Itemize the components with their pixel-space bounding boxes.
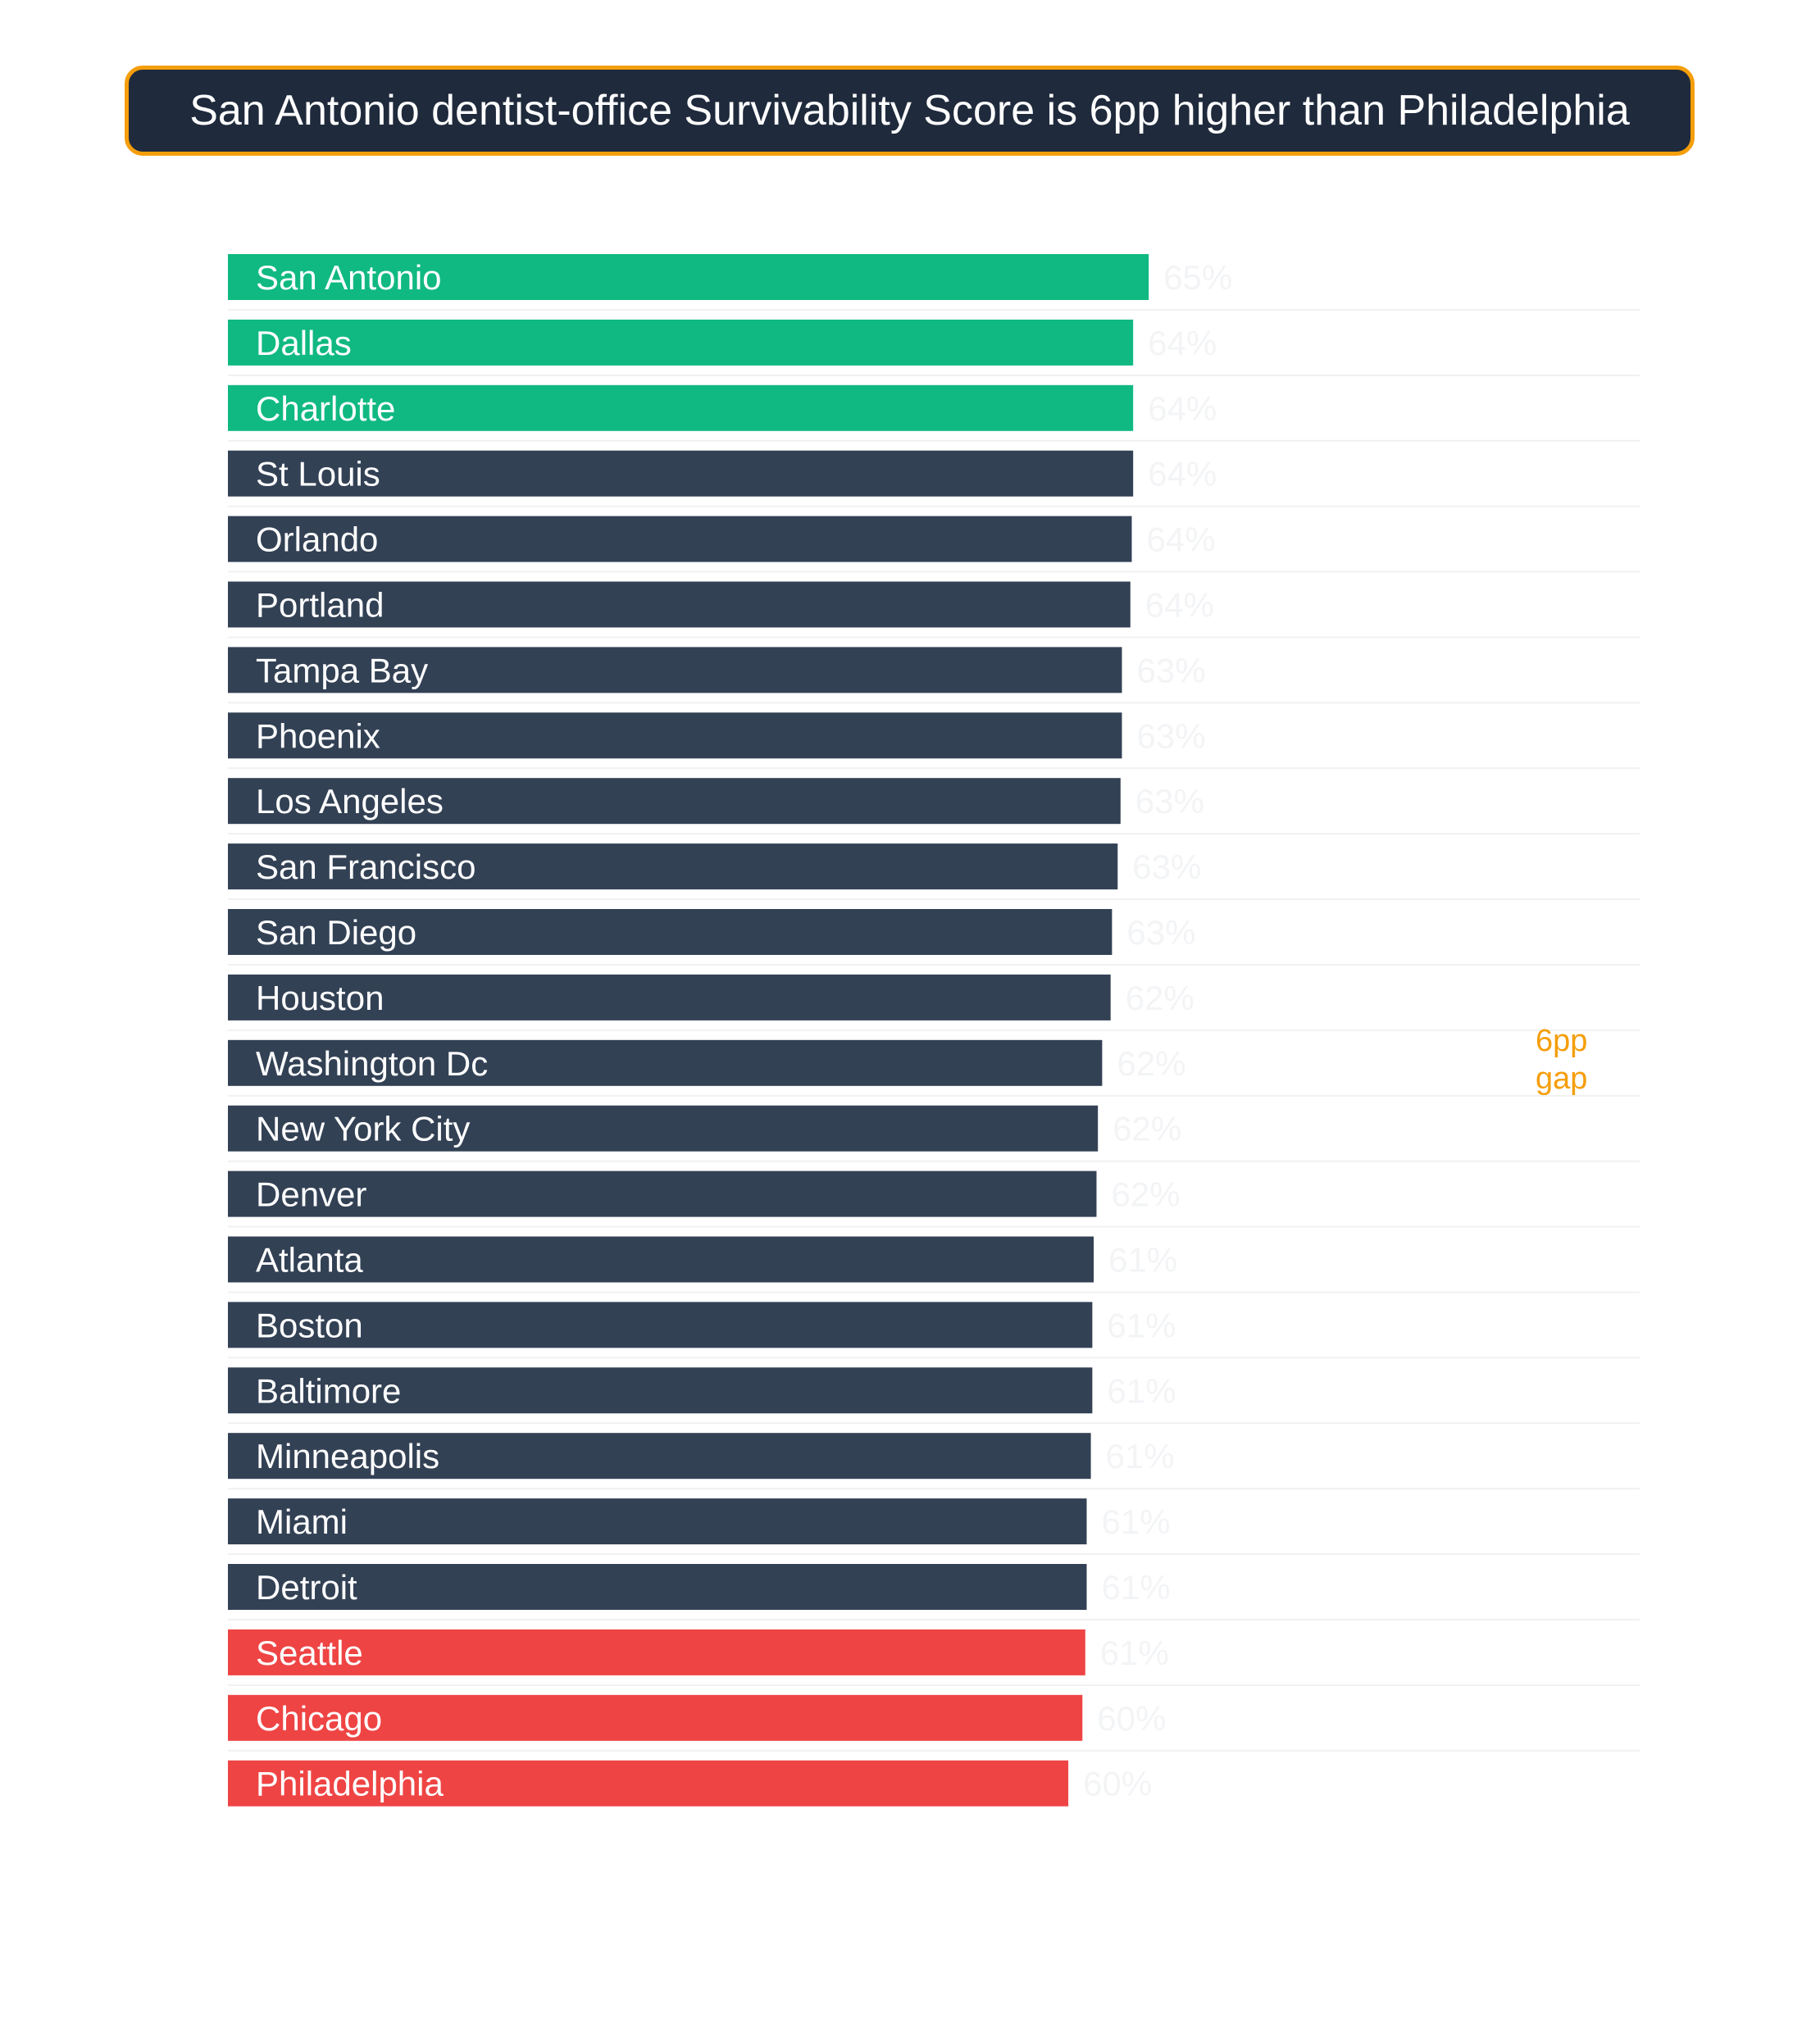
gap-annotation-line1: 6pp bbox=[1536, 1024, 1588, 1058]
value-label: 64% bbox=[1148, 389, 1217, 428]
value-label: 61% bbox=[1105, 1437, 1175, 1476]
value-label: 63% bbox=[1135, 782, 1204, 821]
value-label: 61% bbox=[1099, 1633, 1169, 1672]
bar-label: Chicago bbox=[256, 1698, 383, 1738]
value-label: 64% bbox=[1148, 454, 1217, 493]
value-label: 64% bbox=[1146, 520, 1216, 559]
bar-label: Atlanta bbox=[256, 1240, 363, 1280]
bar-label: San Antonio bbox=[256, 258, 442, 297]
value-label: 63% bbox=[1136, 651, 1206, 690]
value-label: 62% bbox=[1117, 1043, 1186, 1083]
gap-annotation-line2: gap bbox=[1536, 1061, 1588, 1096]
value-label: 61% bbox=[1101, 1568, 1171, 1607]
value-label: 62% bbox=[1111, 1175, 1181, 1214]
value-label: 60% bbox=[1083, 1764, 1153, 1803]
bar-label: Minneapolis bbox=[256, 1437, 440, 1476]
value-label: 64% bbox=[1144, 585, 1214, 625]
bar bbox=[228, 1498, 1087, 1544]
bar-label: Phoenix bbox=[256, 716, 380, 756]
value-label: 64% bbox=[1148, 323, 1217, 362]
chart-title: San Antonio dentist-office Survivability Score is 6pp higher than Philadelphia bbox=[189, 87, 1630, 134]
bar-label: Detroit bbox=[256, 1568, 357, 1607]
value-label: 63% bbox=[1126, 913, 1196, 952]
bar-label: Seattle bbox=[256, 1633, 363, 1672]
bar-label: Tampa Bay bbox=[256, 651, 429, 690]
bar-label: St Louis bbox=[256, 454, 380, 493]
bar-label: Baltimore bbox=[256, 1371, 402, 1411]
bar bbox=[228, 320, 1133, 366]
bar-label: San Diego bbox=[256, 913, 417, 952]
bar-label: Miami bbox=[256, 1502, 348, 1542]
value-label: 61% bbox=[1101, 1502, 1171, 1542]
value-label: 60% bbox=[1097, 1698, 1167, 1738]
bar-label: Houston bbox=[256, 978, 384, 1017]
value-label: 65% bbox=[1163, 258, 1233, 297]
bar-label: Boston bbox=[256, 1306, 363, 1345]
bar-label: Washington Dc bbox=[256, 1043, 489, 1083]
value-label: 63% bbox=[1132, 848, 1202, 887]
bar-label: Charlotte bbox=[256, 389, 396, 428]
bar-label: Denver bbox=[256, 1175, 367, 1214]
bar-label: Philadelphia bbox=[256, 1764, 444, 1803]
value-label: 63% bbox=[1136, 716, 1206, 756]
value-label: 61% bbox=[1107, 1306, 1176, 1345]
bar-label: Portland bbox=[256, 585, 384, 625]
value-label: 61% bbox=[1107, 1371, 1176, 1411]
bar-label: Dallas bbox=[256, 323, 352, 362]
bar-label: Los Angeles bbox=[256, 782, 444, 821]
bar-label: San Francisco bbox=[256, 848, 476, 887]
value-label: 62% bbox=[1112, 1109, 1182, 1148]
bar-label: New York City bbox=[256, 1109, 471, 1148]
value-label: 61% bbox=[1108, 1240, 1178, 1280]
bar-label: Orlando bbox=[256, 520, 379, 559]
value-label: 62% bbox=[1125, 978, 1194, 1017]
